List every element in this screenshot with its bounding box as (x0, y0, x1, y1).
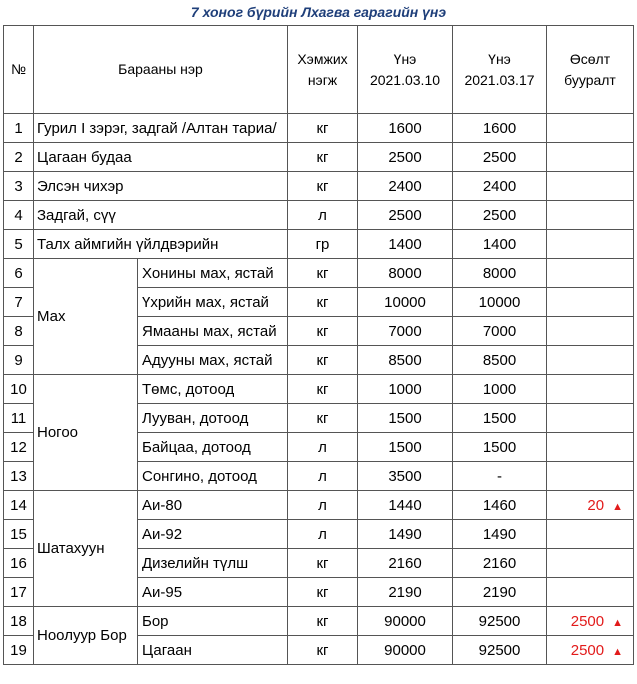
price-change (547, 288, 634, 317)
product-name: Хонины мах, ястай (138, 259, 288, 288)
header-name: Барааны нэр (34, 26, 288, 114)
price-change (547, 172, 634, 201)
table-row (4, 375, 634, 404)
price-1: 1440 (358, 491, 453, 520)
price-1: 90000 (358, 607, 453, 636)
product-name: Дизелийн түлш (138, 549, 288, 578)
unit: кг (288, 346, 358, 375)
price-change (547, 636, 634, 665)
product-name: Цагаан будаа (34, 143, 288, 172)
row-number: 1 (4, 114, 34, 143)
unit: кг (288, 114, 358, 143)
product-name: Аи-95 (138, 578, 288, 607)
price-2: 8500 (453, 346, 547, 375)
row-number: 15 (4, 520, 34, 549)
price-change (547, 578, 634, 607)
price-change-value: 2500 (570, 641, 605, 659)
unit: кг (288, 375, 358, 404)
table-row (4, 201, 634, 230)
price-change (547, 201, 634, 230)
price-1: 1500 (358, 433, 453, 462)
price-2: 7000 (453, 317, 547, 346)
unit: кг (288, 578, 358, 607)
product-name: Сонгино, дотоод (138, 462, 288, 491)
price-1: 7000 (358, 317, 453, 346)
product-name: Аи-80 (138, 491, 288, 520)
price-1: 2190 (358, 578, 453, 607)
price-change (547, 143, 634, 172)
unit: кг (288, 317, 358, 346)
price-2: 1460 (453, 491, 547, 520)
table-row (4, 607, 634, 636)
price-change (547, 317, 634, 346)
table-row (4, 114, 634, 143)
price-2: 92500 (453, 636, 547, 665)
header-price-1: Үнэ 2021.03.10 (358, 26, 453, 114)
price-1: 1000 (358, 375, 453, 404)
price-change-value: 20 (587, 496, 605, 514)
unit: кг (288, 172, 358, 201)
page-title: 7 хоног бүрийн Лхагва гарагийн үнэ (190, 4, 447, 20)
row-number: 18 (4, 607, 34, 636)
row-number: 16 (4, 549, 34, 578)
unit: гр (288, 230, 358, 259)
unit: кг (288, 607, 358, 636)
table-row (4, 491, 634, 520)
product-name: Ямааны мах, ястай (138, 317, 288, 346)
unit: л (288, 433, 358, 462)
price-2: 1000 (453, 375, 547, 404)
header-row (4, 26, 634, 114)
product-name: Аи-92 (138, 520, 288, 549)
table-row (4, 259, 634, 288)
price-2: 2400 (453, 172, 547, 201)
price-2: 2160 (453, 549, 547, 578)
price-change (547, 114, 634, 143)
price-1: 8500 (358, 346, 453, 375)
unit: кг (288, 288, 358, 317)
row-number: 14 (4, 491, 34, 520)
unit: л (288, 520, 358, 549)
unit: л (288, 201, 358, 230)
row-number: 11 (4, 404, 34, 433)
group-label-fuel: Шатахуун (34, 491, 138, 607)
price-1: 90000 (358, 636, 453, 665)
row-number: 5 (4, 230, 34, 259)
table-row (4, 172, 634, 201)
header-change: Өсөлт бууралт (547, 26, 634, 114)
row-number: 9 (4, 346, 34, 375)
up-arrow-icon: ▲ (612, 645, 623, 658)
unit: кг (288, 143, 358, 172)
table-row (4, 143, 634, 172)
price-1: 1400 (358, 230, 453, 259)
price-change (547, 375, 634, 404)
row-number: 4 (4, 201, 34, 230)
price-1: 10000 (358, 288, 453, 317)
unit: кг (288, 404, 358, 433)
price-1: 1500 (358, 404, 453, 433)
header-unit: Хэмжих нэгж (288, 26, 358, 114)
group-label-vegetables: Ногоо (34, 375, 138, 491)
product-name: Задгай, сүү (34, 201, 288, 230)
header-price-2: Үнэ 2021.03.17 (453, 26, 547, 114)
row-number: 6 (4, 259, 34, 288)
price-2: 8000 (453, 259, 547, 288)
product-name: Бор (138, 607, 288, 636)
price-1: 3500 (358, 462, 453, 491)
price-change (547, 433, 634, 462)
row-number: 17 (4, 578, 34, 607)
product-name: Талх аймгийн үйлдвэрийн (34, 230, 288, 259)
price-1: 2500 (358, 201, 453, 230)
price-1: 1600 (358, 114, 453, 143)
up-arrow-icon: ▲ (612, 616, 623, 629)
row-number: 12 (4, 433, 34, 462)
price-change (547, 462, 634, 491)
price-2: 1500 (453, 433, 547, 462)
row-number: 13 (4, 462, 34, 491)
price-change (547, 346, 634, 375)
product-name: Гурил I зэрэг, задгай /Алтан тариа/ (34, 114, 288, 143)
row-number: 2 (4, 143, 34, 172)
price-2: 92500 (453, 607, 547, 636)
price-1: 2400 (358, 172, 453, 201)
price-table (3, 25, 634, 665)
unit: кг (288, 259, 358, 288)
product-name: Элсэн чихэр (34, 172, 288, 201)
price-change (547, 607, 634, 636)
price-1: 8000 (358, 259, 453, 288)
up-arrow-icon: ▲ (612, 500, 623, 513)
product-name: Үхрийн мах, ястай (138, 288, 288, 317)
unit: кг (288, 636, 358, 665)
row-number: 7 (4, 288, 34, 317)
unit: кг (288, 549, 358, 578)
price-2: 2500 (453, 143, 547, 172)
group-label-cashmere: Ноолуур Бор (34, 607, 138, 665)
product-name: Төмс, дотоод (138, 375, 288, 404)
price-2: 1490 (453, 520, 547, 549)
row-number: 8 (4, 317, 34, 346)
price-change (547, 259, 634, 288)
price-change (547, 549, 634, 578)
header-num: № (4, 26, 34, 114)
price-change (547, 491, 634, 520)
product-name: Цагаан (138, 636, 288, 665)
row-number: 10 (4, 375, 34, 404)
price-2: 1600 (453, 114, 547, 143)
table-row (4, 230, 634, 259)
product-name: Байцаа, дотоод (138, 433, 288, 462)
unit: л (288, 491, 358, 520)
group-label-meat: Мах (34, 259, 138, 375)
price-2: 2190 (453, 578, 547, 607)
product-name: Адууны мах, ястай (138, 346, 288, 375)
price-1: 2160 (358, 549, 453, 578)
price-change (547, 230, 634, 259)
price-2: 1400 (453, 230, 547, 259)
price-2: 1500 (453, 404, 547, 433)
price-2: - (453, 462, 547, 491)
price-change (547, 520, 634, 549)
unit: л (288, 462, 358, 491)
price-2: 10000 (453, 288, 547, 317)
price-change (547, 404, 634, 433)
price-1: 1490 (358, 520, 453, 549)
product-name: Лууван, дотоод (138, 404, 288, 433)
row-number: 19 (4, 636, 34, 665)
price-1: 2500 (358, 143, 453, 172)
price-2: 2500 (453, 201, 547, 230)
row-number: 3 (4, 172, 34, 201)
price-change-value: 2500 (570, 612, 605, 630)
